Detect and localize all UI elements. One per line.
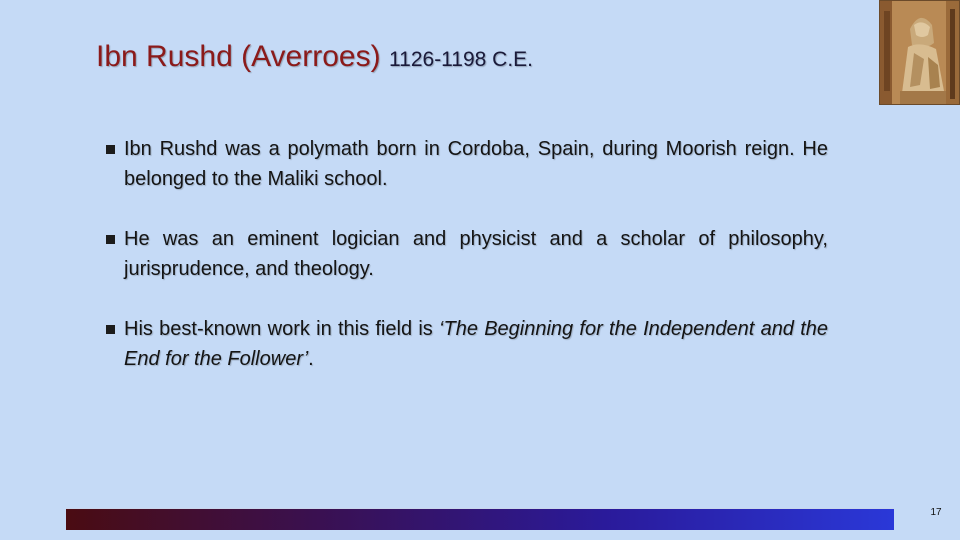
bullet-item (106, 314, 828, 374)
bullet-item (106, 134, 828, 194)
bullet-list (106, 134, 828, 374)
bullet-text-end: . (308, 348, 314, 370)
statue-portrait-icon (880, 1, 960, 105)
statue-portrait-image (879, 0, 960, 105)
bullet-text: His best-known work in this field is (124, 318, 440, 340)
footer-gradient-bar (66, 508, 894, 530)
book-title-italic: ‘The Beginning for the Independent and the End for the Follower’ (124, 318, 828, 370)
square-bullet-icon (106, 145, 115, 154)
title-name: Ibn Rushd (Averroes) (96, 40, 381, 73)
slide-title (96, 40, 533, 74)
bullet-item (106, 224, 828, 284)
bullet-text: He was an eminent logician and physicist and a scholar of philosophy, jurisprudence, and theology. (124, 228, 828, 280)
square-bullet-icon (106, 235, 115, 244)
bullet-text: Ibn Rushd was a polymath born in Cordoba, Spain, during Moorish reign. He belonged to the Maliki school. (124, 138, 828, 190)
square-bullet-icon (106, 325, 115, 334)
page-number: 17 (930, 507, 942, 518)
title-dates: 1126-1198 C.E. (389, 48, 534, 71)
